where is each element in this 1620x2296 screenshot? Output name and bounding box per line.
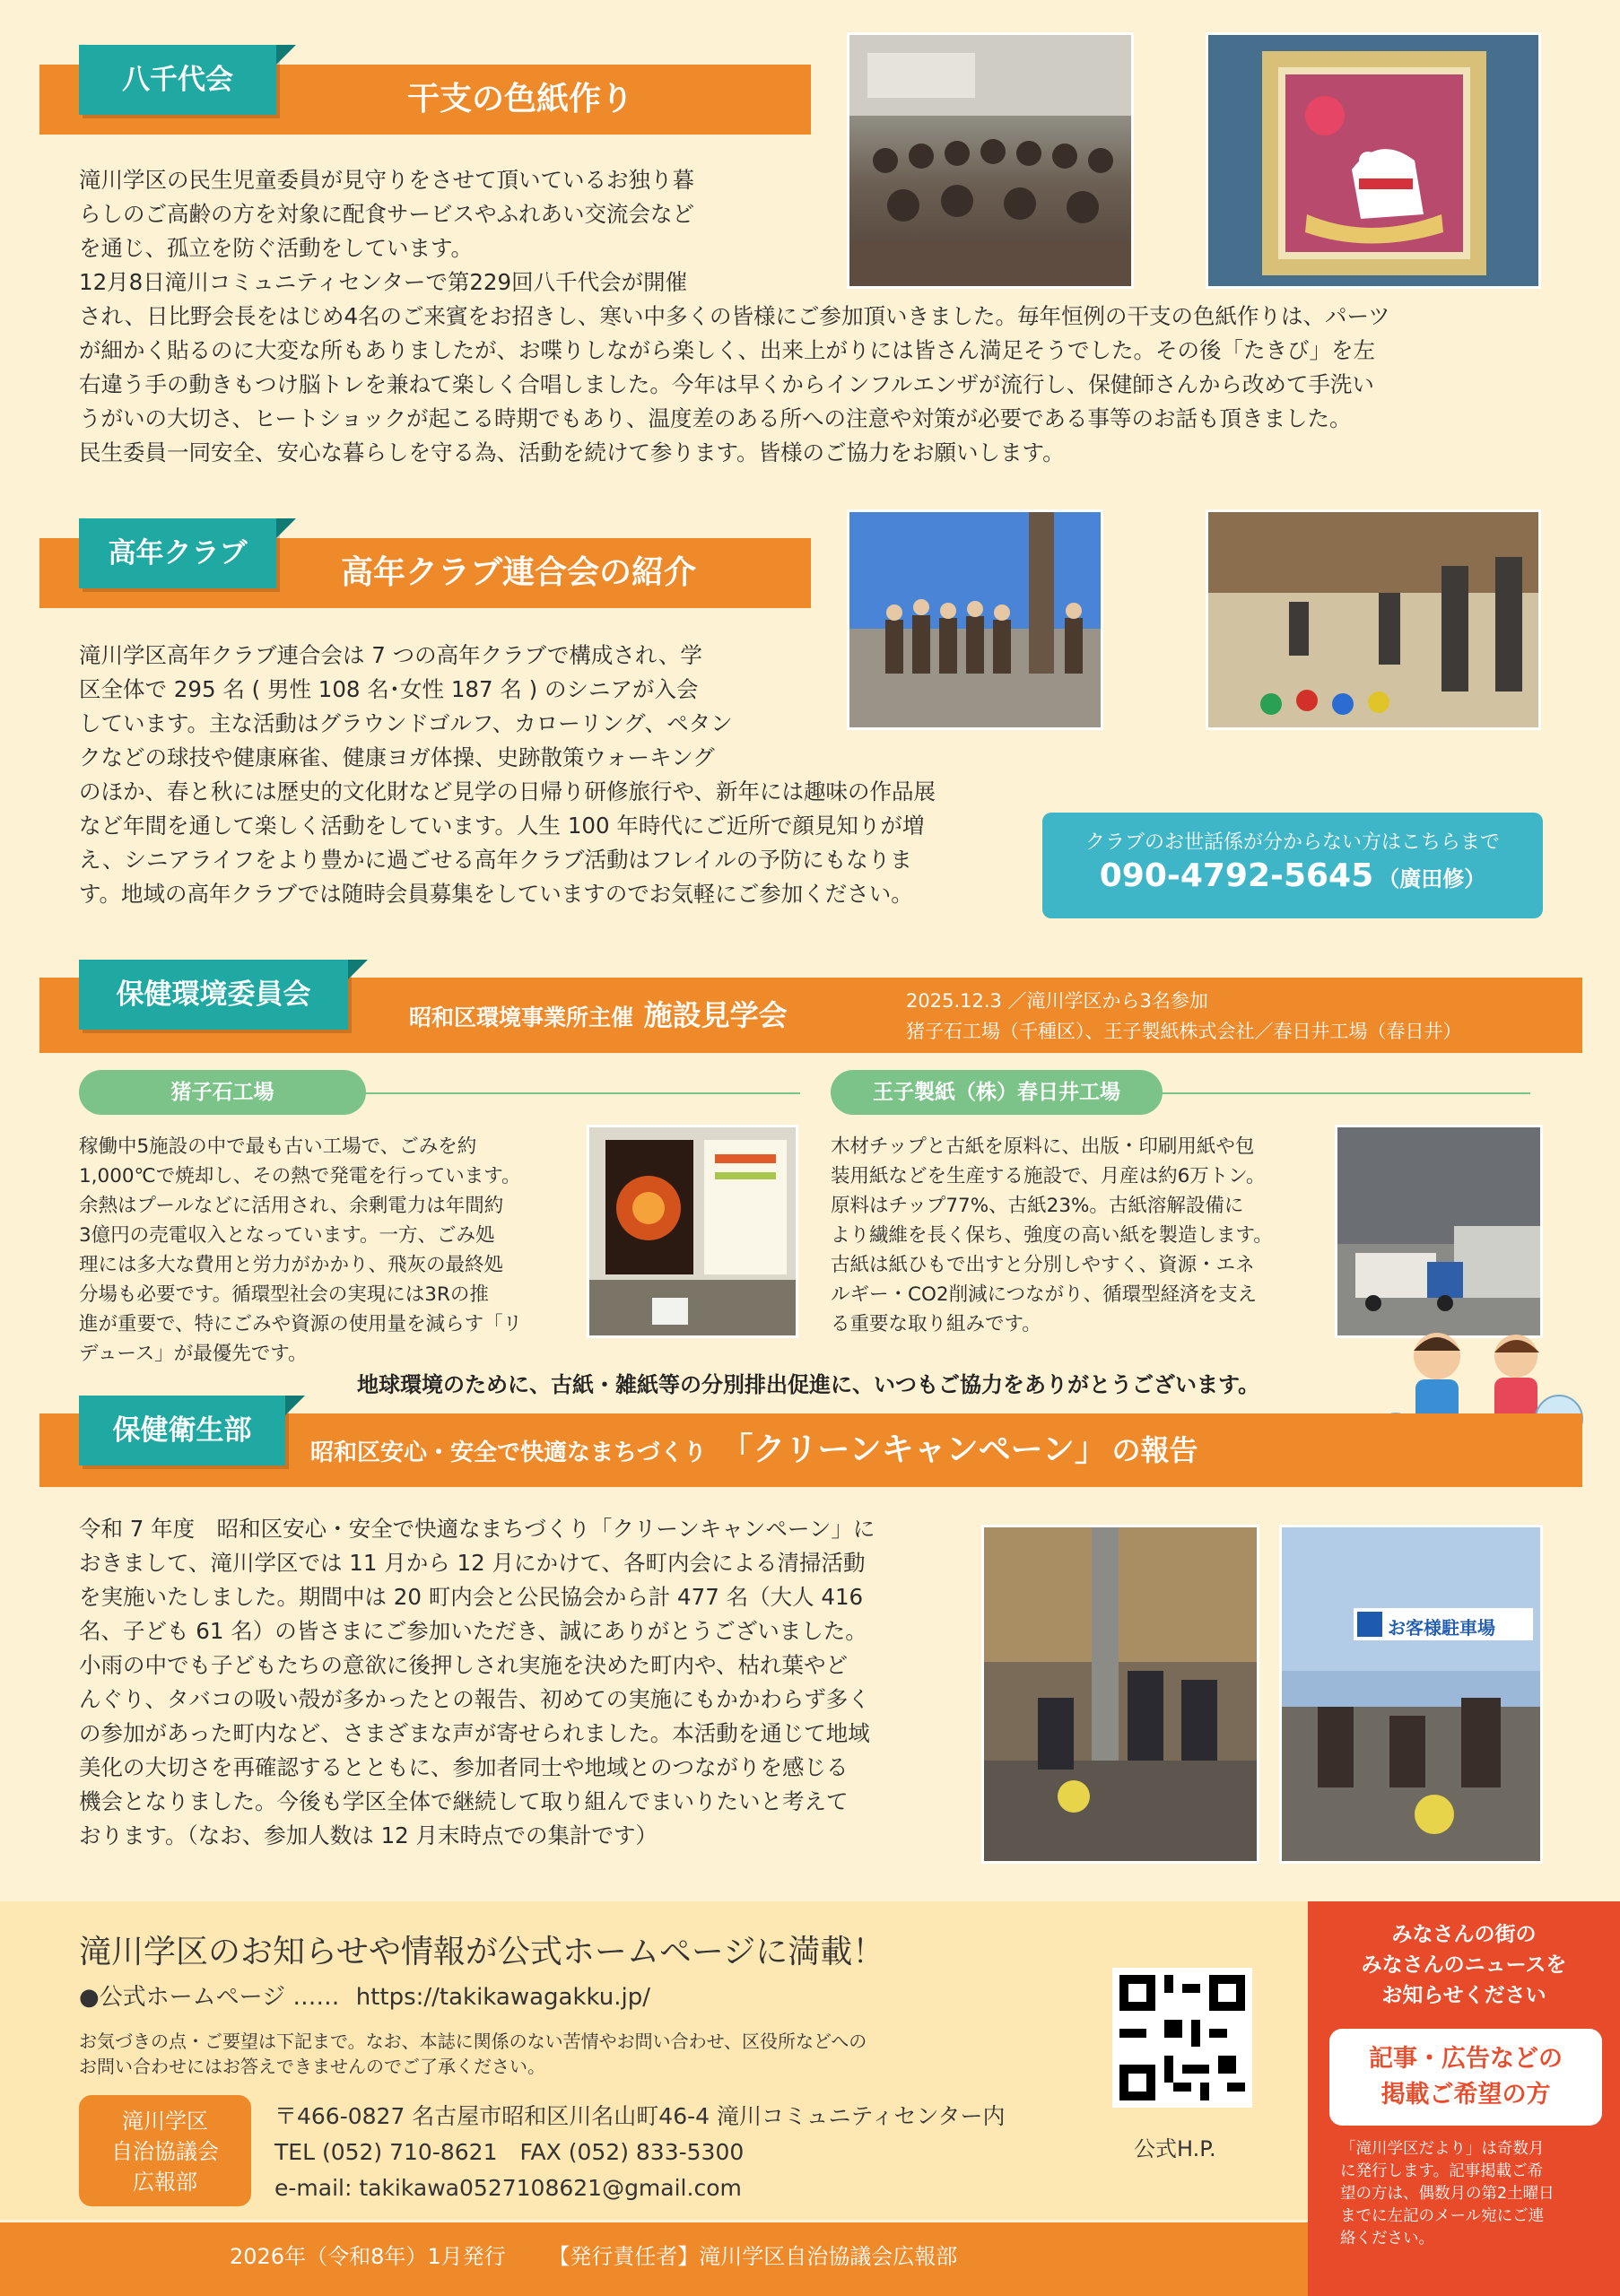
text-line: の参加があった町内など、さまざまな声が寄せられました。本活動を通じて地域 [79,1720,870,1746]
text-line: んぐり、タバコの吸い殻が多かったとの報告、初めての実施にもかかわらず多く [79,1686,870,1712]
cleanup-photo-1 [981,1525,1259,1864]
section2-tag: 高年クラブ [79,518,276,588]
left-pill: 猪子石工場 [79,1070,366,1115]
section3-subtitle [409,978,788,1058]
text-line: を通じ、孤立を防ぐ活動をしています。 [79,235,474,261]
text-line: クなどの球技や健康麻雀、健康ヨガ体操、史跡散策ウォーキング [79,744,715,770]
email[interactable]: e-mail: takikawa0527108621@gmail.com [274,2175,742,2201]
title-suffix: の報告 [1111,1433,1198,1467]
text-line: デュース」が最優先です。 [79,1343,308,1365]
note-line: お気づきの点・ご要望は下記まで。なお、本誌に関係のない苦情やお問い合わせ、区役所などへの [79,2031,867,2052]
text-line: が細かく貼るのに大変な所もありましたが、お喋りしながら楽しく、出来上がりには皆さん満足そうでした。その後「たきび」を左 [79,337,1376,363]
contact-label: クラブのお世話係が分からない方はこちらまで [1084,831,1500,854]
text-line: 名、子ども 61 名）の皆さまにご参加いただき、誠にありがとうございました。 [79,1618,867,1644]
text-line: らしのご高齢の方を対象に配食サービスやふれあい交流会など [79,201,694,227]
left-factory-text [79,1132,581,1369]
org-line: 広報部 [133,2170,197,2195]
red-note [1340,2138,1600,2250]
text-line: 装用紙などを生産する施設で、月産は約6万トン。 [831,1165,1266,1187]
qr-caption: 公式H.P. [1134,2136,1216,2161]
text-line: 右違う手の動きもつけ脳トレを兼ねて楽しく合唱しました。今年は早くからインフルエンザが流行し、保健師さんから改めて手洗い [79,371,1374,397]
meeting-room-photo [847,32,1134,289]
footer-note [79,2029,867,2079]
section3-banner [39,978,1582,1053]
text-line: 木材チップと古紙を原料に、出版・印刷用紙や包 [831,1135,1255,1158]
text-line: 機会となりました。今後も学区全体で継続して取り組んでまいりたいと考えて [79,1788,849,1814]
text-line: 民生委員一同安全、安心な暮らしを守る為、活動を続けて参ります。皆様のご協力をお願いします。 [79,439,1065,465]
red-heading [1308,1919,1620,2011]
tel-fax: TEL (052) 710-8621 FAX (052) 833-5300 [274,2139,745,2165]
section3-info-line2: 猪子石工場（千種区）、王子製紙株式会社／春日井工場（春日井） [906,1021,1462,1042]
text-line: 古紙は紙ひもで出すと分別しやすく、資源・エネ [831,1254,1255,1276]
section4-banner [39,1413,1582,1487]
section1-title: 干支の色紙作り [407,81,634,117]
text-line: 令和 7 年度 昭和区安心・安全で快適なまちづくり「クリーンキャンペーン」に [79,1516,875,1542]
contact-phone-line [1060,857,1525,894]
text-line: 12月8日滝川コミュニティセンターで第229回八千代会が開催 [79,269,688,295]
text-line: 区全体で 295 名 ( 男性 108 名･女性 187 名 ) のシニアが入会 [79,676,699,702]
text-line: うがいの大切さ、ヒートショックが起こる時期でもあり、温度差のある所への注意や対策が必要である事等のお話も頂きました。 [79,405,1352,431]
note-line: お問い合わせにはお答えできませんのでご了承ください。 [79,2056,545,2077]
subtitle-prefix: 昭和区環境事業所主催 [409,1004,634,1031]
red-btn-line: 掲載ご希望の方 [1380,2081,1551,2109]
red-note-line: までに左記のメール宛にご連 [1340,2207,1545,2225]
red-note-line: 望の方は、偶数月の第2土曜日 [1340,2185,1555,2203]
org-line: 滝川学区 [122,2109,208,2134]
phone-contact-box [1042,813,1543,918]
paper-mill-photo [1335,1125,1543,1338]
section4-title [310,1413,1198,1492]
subtitle-main: 施設見学会 [643,998,788,1032]
cleanup-photo-2 [1279,1525,1543,1864]
text-line: 1,000℃で焼却し、その熱で発電を行っています。 [79,1165,521,1187]
parking-sign-text: お客様駐車場 [1388,1617,1495,1639]
text-line: 小雨の中でも子どもたちの意欲に後押しされ実施を決めた町内や、枯れ葉やど [79,1652,849,1678]
shrine-group-photo [847,509,1103,730]
red-line: みなさんの街の [1391,1923,1537,1946]
text-line: 稼働中5施設の中で最も古い工場で、ごみを約 [79,1135,477,1158]
text-line: 余熱はプールなどに活用され、余剰電力は年間約 [79,1195,504,1217]
section1-banner [39,65,811,135]
text-line: 理には多大な費用と労力がかかり、飛灰の最終処 [79,1254,504,1276]
zodiac-shikishi-photo [1206,32,1541,289]
org-line: 自治協議会 [111,2139,219,2164]
text-line: など年間を通して楽しく活動をしています。人生 100 年時代にご近所で顔見知りが増 [79,813,925,839]
text-line: 3億円の売電収入となっています。一方、ごみ処 [79,1224,495,1247]
section3-closing: 地球環境のために、古紙・雑紙等の分別排出促進に、いつもご協力をありがとうございます。 [357,1372,1260,1397]
footer-headline: 滝川学区のお知らせや情報が公式ホームページに満載！ [79,1934,885,1970]
address: 〒466-0827 名古屋市昭和区川名山町46-4 滝川コミュニティセンター内 [274,2103,1006,2129]
red-line: みなさんのニュースを [1361,1953,1567,1977]
issue-line [230,2239,957,2270]
right-pill: 王子製紙（株）春日井工場 [831,1070,1163,1115]
text-line: され、日比野会長をはじめ4名のご来賓をお招きし、寒い中多くの皆様にご参加頂いきました。毎年恒例の干支の色紙作りは、パーツ [79,303,1390,329]
right-factory-text [831,1132,1333,1339]
text-line: おります。（なお、参加人数は 12 月末時点での集計です） [79,1822,658,1848]
curling-photo [1206,509,1541,730]
text-line: え、シニアライフをより豊かに過ごせる高年クラブ活動はフレイルの予防にもなりま [79,847,912,873]
text-line: 原料はチップ77%、古紙23%。古紙溶解設備に [831,1195,1244,1217]
hp-label: ●公式ホームページ …… [79,1984,340,2011]
section3-tag: 保健環境委員会 [79,960,348,1030]
contact-details [274,2099,1006,2206]
red-note-line: に発行します。記事掲載ご希 [1340,2162,1544,2180]
red-line: お知らせください [1381,1984,1546,2007]
qr-code-icon[interactable] [1112,1968,1252,2108]
text-line: 滝川学区高年クラブ連合会は 7 つの高年クラブで構成され、学 [79,642,702,668]
hp-line [79,1979,650,2012]
section3-info-line1: 2025.12.3 ／滝川学区から3名参加 [906,990,1208,1012]
text-line: おきまして、滝川学区では 11 月から 12 月にかけて、各町内会による清掃活動 [79,1550,866,1576]
title-main: 「クリーンキャンペーン」 [720,1431,1107,1468]
red-note-line: 「滝川学区だより」は奇数月 [1340,2140,1545,2158]
text-line: を実施いたしました。期間中は 20 町内会と公民協会から計 477 名（大人 416 [79,1584,864,1610]
section1-tag: 八千代会 [79,45,276,115]
hp-url[interactable]: https://takikawagakku.jp/ [355,1984,651,2011]
red-inquiry-button[interactable] [1329,2029,1602,2126]
publisher: 【発行責任者】滝川学区自治協議会広報部 [548,2244,958,2269]
section4-tag: 保健衛生部 [79,1396,285,1465]
text-line: 美化の大切さを再確認するとともに、参加者同士や地域とのつながりを感じる [79,1754,849,1780]
contact-phone: 090-4792-5645 [1099,857,1374,894]
section2-title: 高年クラブ連合会の紹介 [341,554,697,591]
text-line: ルギー・CO2削減につながり、循環型経済を支え [831,1283,1258,1306]
text-line: す。地域の高年クラブでは随時会員募集をしていますのでお気軽にご参加ください。 [79,881,913,907]
text-line: 分場も必要です。循環型社会の実現には3Rの推 [79,1283,489,1306]
issue-date: 2026年（令和8年）1月発行 [230,2244,506,2269]
text-line: のほか、春と秋には歴史的文化財など見学の日帰り研修旅行や、新年には趣味の作品展 [79,778,936,804]
org-badge [79,2095,251,2206]
red-note-line: 絡ください。 [1340,2230,1434,2248]
text-line: より繊維を長く保ち、強度の高い紙を製造します。 [831,1224,1273,1247]
contact-name: （廣田修） [1378,866,1486,891]
text-line: る重要な取り組みです。 [831,1313,1041,1335]
red-btn-line: 記事・広告などの [1369,2045,1563,2073]
text-line: 進が重要で、特にごみや資源の使用量を減らす「リ [79,1313,523,1335]
text-line: しています。主な活動はグラウンドゴルフ、カローリング、ペタン [79,710,733,736]
incinerator-display-photo [587,1125,798,1338]
title-prefix: 昭和区安心・安全で快適なまちづくり [310,1439,707,1466]
section4-text [79,1512,976,1853]
text-line: 滝川学区の民生児童委員が見守りをさせて頂いているお独り暮 [79,167,694,193]
section2-banner [39,538,811,608]
